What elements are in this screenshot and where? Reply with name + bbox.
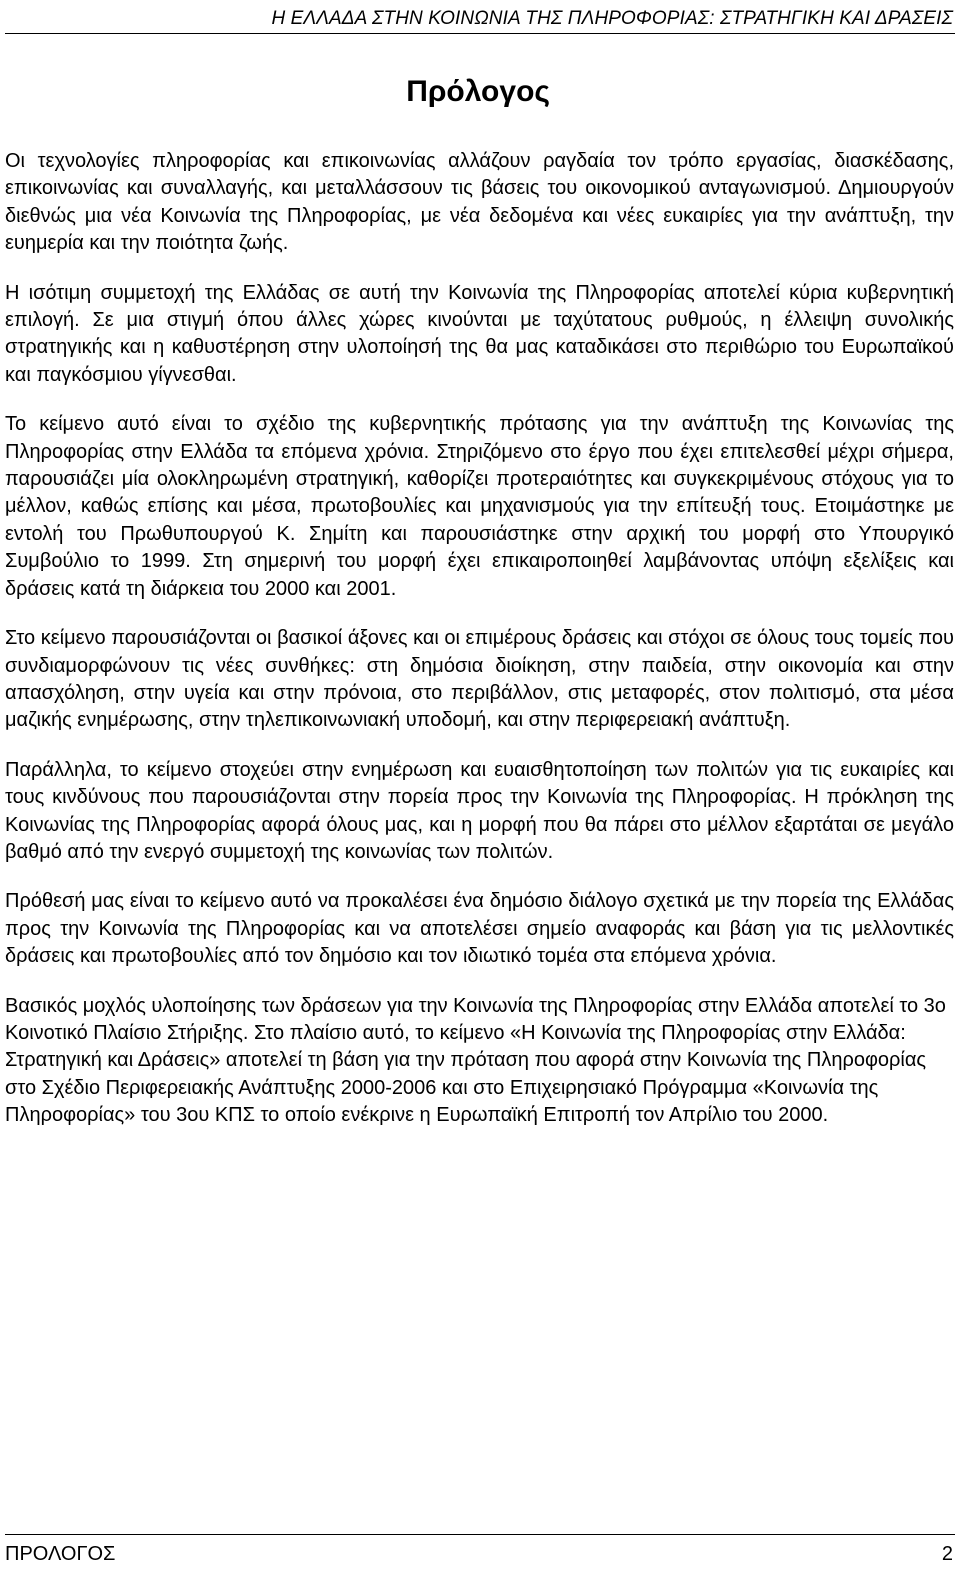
paragraph: Στο κείμενο παρουσιάζονται οι βασικοί άξονες και οι επιμέρους δράσεις και στόχοι σε όλους τους τομείς που συνδιαμορφώνουν τις νέες συνθήκες: στη δημόσια διοίκηση, στην παιδεία, στην οικονομία και στην απασχόληση, στην υγεία και στην πρόνοια, στο περιβάλλον, στις μεταφορές, στον πολιτισμό, στα μέσα μαζικής ενημέρωσης, στην τηλεπικοινωνιακή υποδομή, και στην περιφερειακή ανάπτυξη.	[5, 627, 954, 732]
header-divider	[5, 33, 955, 34]
paragraph: Παράλληλα, το κείμενο στοχεύει στην ενημέρωση και ευαισθητοποίηση των πολιτών για τις ευκαιρίες και τους κινδύνους που παρουσιάζονται στην πορεία προς την Κοινωνία της Πληροφορίας. Η πρόκληση της Κοινωνίας της Πληροφορίας αφορά όλους μας, και η μορφή που θα πάρει στο μέλλον εξαρτάται σε μεγάλο βαθμό από την ενεργό συμμετοχή της κοινωνίας των πολιτών.	[5, 758, 954, 863]
paragraph: Οι τεχνολογίες πληροφορίας και επικοινωνίας αλλάζουν ραγδαία τον τρόπο εργασίας, διασκέδασης, επικοινωνίας και συναλλαγής, και μεταλλάσσουν τις βάσεις του οικονομικού ανταγωνισμού. Δημιουργούν διεθνώς μια νέα Κοινωνία της Πληροφορίας, με νέα δεδομένα και νέες ευκαιρίες για την ανάπτυξη, την ευημερία και την ποιότητα ζωής.	[5, 150, 954, 255]
paragraph: Η ισότιμη συμμετοχή της Ελλάδας σε αυτή την Κοινωνία της Πληροφορίας αποτελεί κύρια κυβερνητική επιλογή. Σε μια στιγμή όπου άλλες χώρες κινούνται με ταχύτατους ρυθμούς, η έλλειψη συνολικής στρατηγικής και η καθυστέρηση στην υλοποίησή της θα μας καταδικάσει στο περιθώριο του Ευρωπαϊκού και παγκόσμιου γίγνεσθαι.	[5, 281, 954, 386]
running-header: Η ΕΛΛΑΔΑ ΣΤΗΝ ΚΟΙΝΩΝΙΑ ΤΗΣ ΠΛΗΡΟΦΟΡΙΑΣ: ΣΤΡΑΤΗΓΙΚΗ ΚΑΙ ΔΡΑΣΕΙΣ	[271, 8, 953, 29]
footer-divider	[5, 1534, 955, 1535]
paragraph: Πρόθεσή μας είναι το κείμενο αυτό να προκαλέσει ένα δημόσιο διάλογο σχετικά με την πορεία της Ελλάδας προς την Κοινωνία της Πληροφορίας και να αποτελέσει σημείο αναφοράς και βάση για τις μελλοντικές δράσεις και πρωτοβουλίες από τον δημόσιο και τον ιδιωτικό τομέα στα επόμενα χρόνια.	[5, 890, 954, 968]
page-number: 2	[941, 1543, 953, 1565]
footer-section-label: ΠΡΟΛΟΓΟΣ	[5, 1543, 116, 1565]
page-title: Πρόλογος	[406, 75, 550, 108]
body-text	[5, 148, 954, 1152]
paragraph: Το κείμενο αυτό είναι το σχέδιο της κυβερνητικής πρότασης για την ανάπτυξη της Κοινωνίας της Πληροφορίας στην Ελλάδα τα επόμενα χρόνια. Στηριζόμενο στο έργο που έχει επιτελεσθεί μέχρι σήμερα, παρουσιάζει μία ολοκληρωμένη στρατηγική, καθορίζει προτεραιότητες και συγκεκριμένους στόχους για το μέλλον, καθώς επίσης και μέσα, πρωτοβουλίες και μηχανισμούς για την επίτευξή τους. Ετοιμάστηκε με εντολή του Πρωθυπουργού Κ. Σημίτη και παρουσιάστηκε στην αρχική του μορφή στο Υπουργικό Συμβούλιο το 1999. Στη σημερινή του μορφή έχει επικαιροποιηθεί λαμβάνοντας υπόψη εξελίξεις και δράσεις κατά τη διάρκεια του 2000 και 2001.	[5, 413, 954, 600]
paragraph: Βασικός μοχλός υλοποίησης των δράσεων για την Κοινωνία της Πληροφορίας στην Ελλάδα αποτελεί το 3ο Κοινοτικό Πλαίσιο Στήριξης. Στο πλαίσιο αυτό, το κείμενο «Η Κοινωνία της Πληροφορίας στην Ελλάδα: Στρατηγική και Δράσεις» αποτελεί τη βάση για την πρόταση που αφορά στην Κοινωνία της Πληροφορίας στο Σχέδιο Περιφερειακής Ανάπτυξης 2000-2006 και στο Επιχειρησιακό Πρόγραμμα «Κοινωνία της Πληροφορίας» του 3ου ΚΠΣ το οποίο ενέκρινε η Ευρωπαϊκή Επιτροπή τον Απρίλιο του 2000.	[5, 994, 946, 1127]
